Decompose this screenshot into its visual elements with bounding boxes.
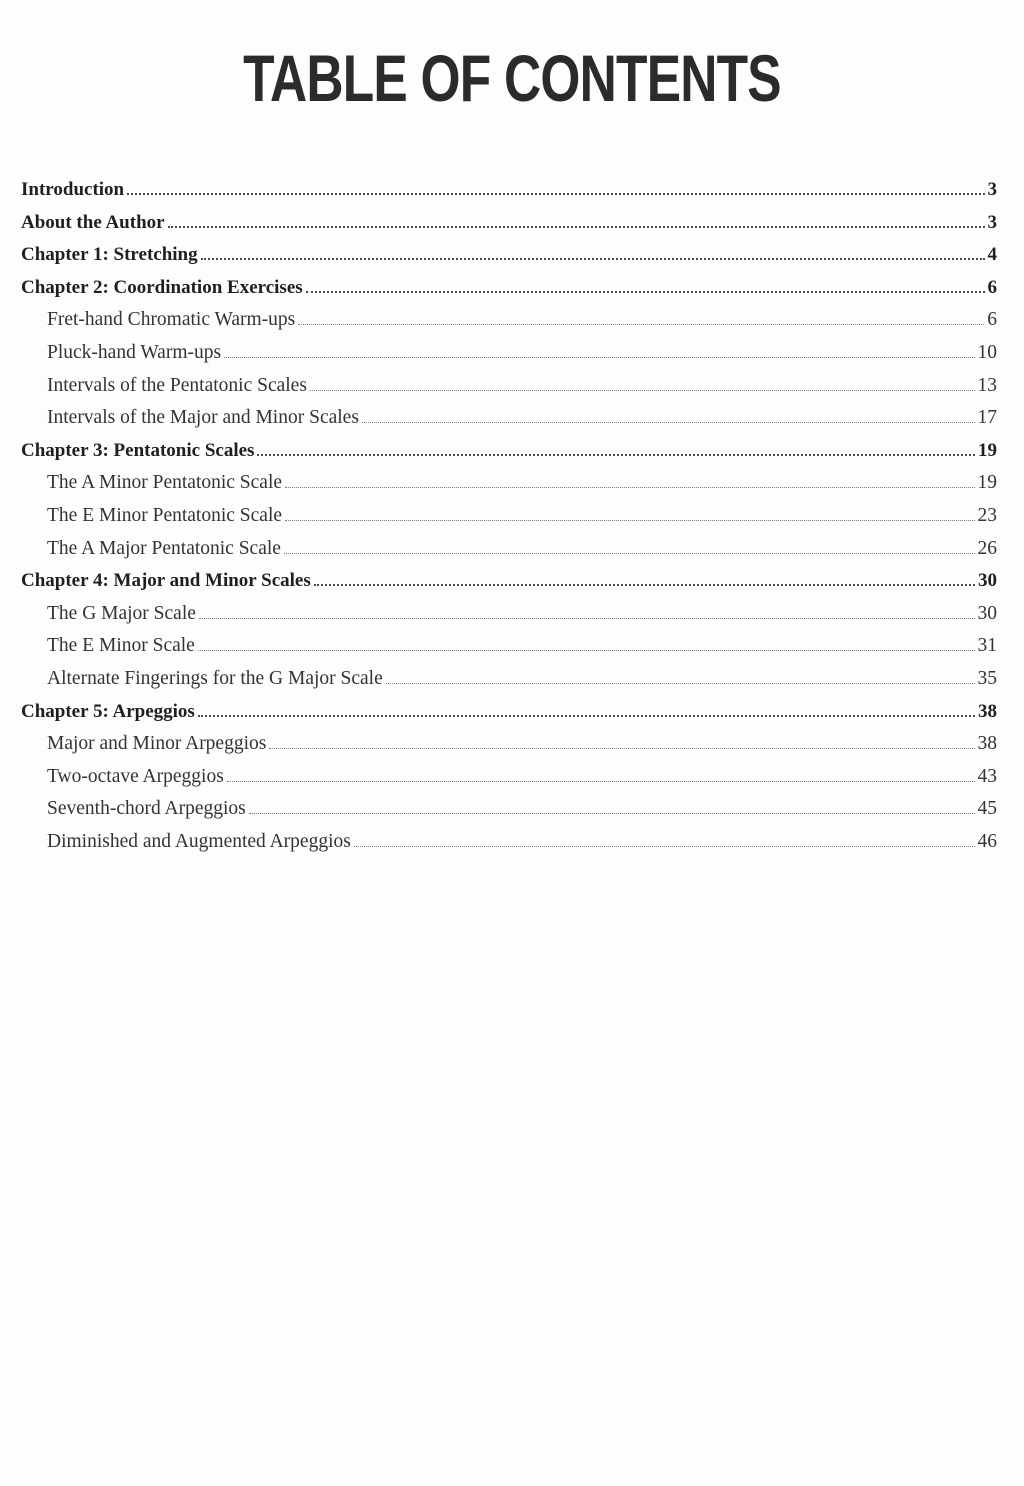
toc-page-number: 13 [977,374,997,396]
toc-entry-title: Chapter 3: Pentatonic Scales [21,439,255,461]
toc-entry-title: Chapter 1: Stretching [21,244,198,266]
toc-page-number: 35 [977,667,997,689]
dot-leader [168,226,985,228]
toc-section-entry [21,728,997,761]
dot-leader [285,520,974,521]
toc-entry-title: The G Major Scale [47,602,196,624]
toc-entry-title: Intervals of the Major and Minor Scales [47,407,359,429]
toc-page-number: 46 [977,830,997,852]
toc-section-entry [21,304,997,337]
toc-page-number: 30 [977,602,997,624]
toc-page-number: 43 [977,765,997,787]
toc-chapter-entry [21,272,997,305]
dot-leader [249,813,975,814]
dot-leader [269,748,974,749]
toc-chapter-entry [21,207,997,240]
toc-chapter-entry [21,565,997,598]
toc-section-entry [21,467,997,500]
toc-entry-title: The A Major Pentatonic Scale [47,537,281,559]
toc-page-number: 23 [977,504,997,526]
toc-entry-title: Seventh-chord Arpeggios [47,798,246,820]
toc-page-number: 19 [978,439,997,461]
toc-section-entry [21,793,997,826]
toc-entry-title: The E Minor Scale [47,635,195,657]
dot-leader [354,846,975,847]
dot-leader [127,193,984,195]
toc-list [21,174,997,858]
dot-leader [198,715,975,717]
dot-leader [285,487,974,488]
toc-page-number: 10 [977,341,997,363]
dot-leader [201,258,985,260]
toc-entry-title: Alternate Fingerings for the G Major Scale [47,667,383,689]
toc-section-entry [21,826,997,859]
toc-entry-title: Introduction [21,179,125,200]
toc-chapter-entry [21,435,997,468]
dot-leader [314,584,975,586]
dot-leader [310,390,975,391]
page-title: TABLE OF CONTENTS [243,41,781,115]
toc-page-number: 30 [978,570,997,592]
toc-page-number: 45 [977,798,997,820]
dot-leader [224,357,974,358]
toc-section-entry [21,500,997,533]
toc-section-entry [21,598,997,631]
toc-entry-title: Chapter 2: Coordination Exercises [21,276,303,298]
toc-entry-title: The E Minor Pentatonic Scale [47,504,283,526]
toc-chapter-entry [21,696,997,729]
dot-leader [298,324,984,325]
dot-leader [257,454,975,456]
toc-entry-title: Major and Minor Arpeggios [47,733,267,755]
dot-leader [198,650,975,651]
toc-entry-title: Two-octave Arpeggios [47,765,224,787]
toc-entry-title: Diminished and Augmented Arpeggios [47,830,351,852]
toc-entry-title: Chapter 5: Arpeggios [21,700,195,722]
toc-entry-title: Fret-hand Chromatic Warm-ups [47,309,296,331]
toc-entry-title: The A Minor Pentatonic Scale [47,472,283,494]
toc-section-entry [21,337,997,370]
toc-section-entry [21,533,997,566]
toc-page-number: 38 [977,733,997,755]
toc-entry-title: Chapter 4: Major and Minor Scales [21,570,311,592]
toc-entry-title: Pluck-hand Warm-ups [47,341,222,363]
toc-section-entry [21,402,997,435]
dot-leader [386,683,975,684]
toc-page-number: 26 [977,537,997,559]
toc-page-number: 6 [987,309,997,331]
toc-page-number: 6 [987,276,997,298]
toc-section-entry [21,761,997,794]
toc-entry-title: About the Author [21,211,165,233]
toc-section-entry [21,370,997,403]
dot-leader [306,291,985,293]
toc-entry-title: Intervals of the Pentatonic Scales [47,374,307,396]
toc-page-number: 31 [977,635,997,657]
toc-chapter-entry [21,239,997,272]
toc-page-number: 3 [987,179,997,200]
dot-leader [284,553,975,554]
toc-chapter-entry [21,174,997,207]
toc-page-number: 38 [978,700,997,722]
toc-page-number: 3 [987,211,997,233]
toc-section-entry [21,630,997,663]
toc-page-number: 4 [987,244,997,266]
toc-page-number: 19 [977,472,997,494]
toc-page-number: 17 [977,407,997,429]
dot-leader [227,781,975,782]
toc-section-entry [21,663,997,696]
dot-leader [199,618,975,619]
dot-leader [362,422,975,423]
